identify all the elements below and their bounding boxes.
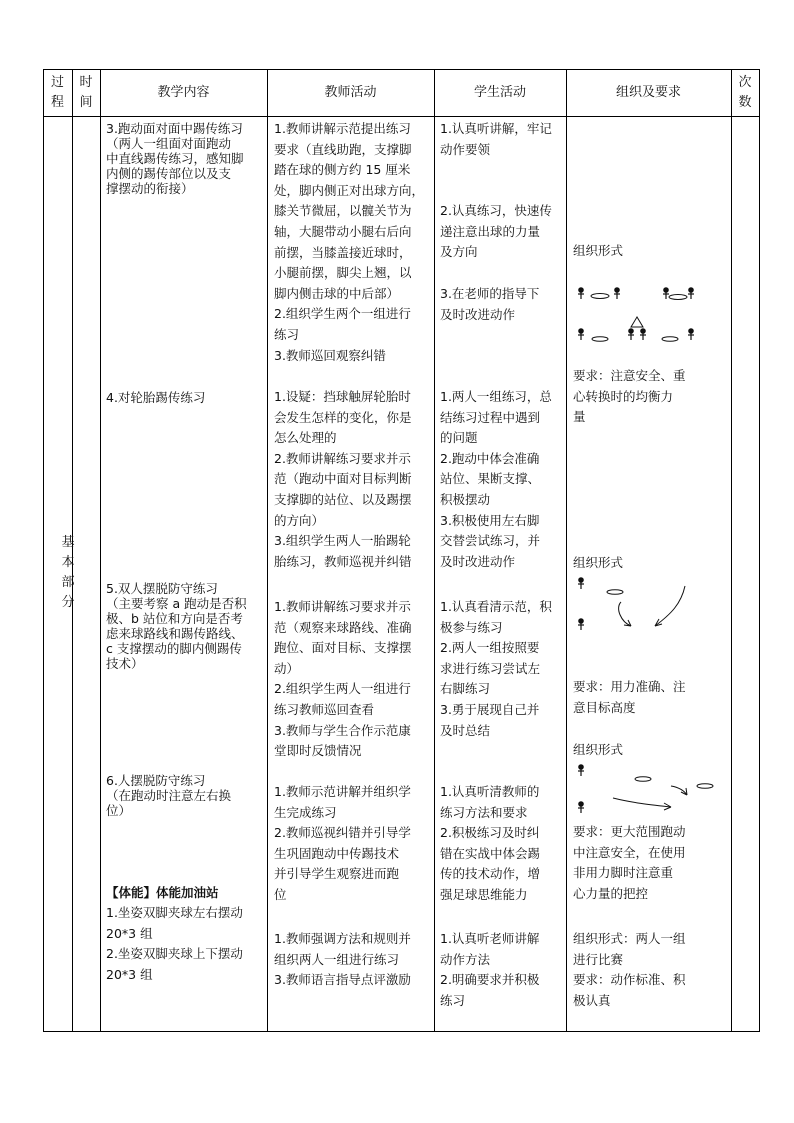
tire-icon <box>607 590 623 595</box>
tire-icon <box>591 294 609 299</box>
header-time: 时 间 <box>79 74 93 110</box>
teacher-activity-1: 1.教师讲解示范提出练习 要求（直线助跑，支撑脚 踏在球的侧方约 15 厘米 处，脚内侧正对出球方向， 膝关节微屈，以髋关节为 轴，大腿带动小腿右后向 前摆，当膝盖接近球时， 小腿前摆，脚尖上翘，以 脚内侧击球的中后部） 2.组织学生两个一组进行 练习 3.教师巡回观察纠错 <box>274 121 425 363</box>
header-student: 学生活动 <box>473 84 526 100</box>
student-activity-2: 2.认真练习，快速传 递注意出球的力量 及方向 <box>440 203 552 260</box>
lesson-table <box>43 69 760 1032</box>
person-icon <box>663 288 669 299</box>
student-activity-1: 1.认真听讲解，牢记 动作要领 <box>440 121 552 157</box>
person-icon <box>688 329 694 340</box>
content-item-4: 4.对轮胎踢传练习 <box>106 390 206 405</box>
content-item-3: 3.跑动面对面中踢传练习 （两人一组面对面跑动 中直线踢传练习，感知脚 内侧的踢传部位以及支 撑摆动的衔接） <box>106 121 244 196</box>
person-icon <box>578 765 584 776</box>
section-label: 基 本 部 分 <box>61 535 75 610</box>
person-icon <box>578 619 584 630</box>
org-form-1: 组织形式 <box>573 243 624 258</box>
fitness-title: 【体能】体能加油站 <box>106 885 219 900</box>
student-activity-3: 3.在老师的指导下 及时改进动作 <box>440 286 540 322</box>
person-icon <box>640 329 646 340</box>
person-icon <box>628 329 634 340</box>
tire-icon <box>669 295 687 300</box>
tire-icon <box>635 777 651 782</box>
org-form-2: 组织形式 <box>573 555 624 570</box>
teacher-activity-5: 1.教师强调方法和规则并 组织两人一组进行练习 3.教师语言指导点评激励 <box>274 931 411 988</box>
formation-diagram-3 <box>573 761 723 816</box>
teacher-activity-3: 1.教师讲解练习要求并示 范（观察来球路线、准确 跑位、面对目标、支撑摆 动） 2.组织学生两人一组进行 练习教师巡回查看 3.教师与学生合作示范康 堂即时反馈情况 <box>274 599 412 759</box>
org-req-4: 组织形式：两人一组 进行比赛 要求：动作标准、积 极认真 <box>573 931 686 1008</box>
arrow-icon <box>619 586 685 626</box>
header-teacher: 教师活动 <box>324 84 377 100</box>
student-activity-4: 1.两人一组练习，总 结练习过程中遇到 的问题 2.跑动中体会准确 站位、果断支撑、 积极摆动 3.积极使用左右脚 交替尝试练习，并 及时改进动作 <box>440 389 552 569</box>
teacher-activity-2: 1.设疑：挡球触屏轮胎时 会发生怎样的变化，你是 怎么处理的 2.教师讲解练习要求并示 范（跑动中面对目标判断 支撑脚的站位、以及踢摆 的方向） 3.组织学生两人一胎踢轮 胎练习，教师巡视并纠错 <box>274 389 412 569</box>
content-item-5: 5.双人摆脱防守练习 （主要考察 a 跑动是否积 极、b 站位和方向是否考 虑来球路线和踢传路线、 c 支撑摆动的脚内侧踢传 技术） <box>106 581 247 671</box>
student-activity-5: 1.认真看清示范，积 极参与练习 2.两人一组按照要 求进行练习尝试左 右脚练习 3.勇于展现自己并 及时总结 <box>440 599 552 738</box>
formation-diagram-2 <box>573 574 703 634</box>
person-icon <box>578 578 584 589</box>
teacher-activity-4: 1.教师示范讲解并组织学 生完成练习 2.教师巡视纠错并引导学 生巩固跑动中传踢技术 并引导学生观察进而跑 位 <box>274 784 411 902</box>
org-form-3: 组织形式 <box>573 742 624 757</box>
person-icon <box>614 288 620 299</box>
student-activity-7: 1.认真听老师讲解 动作方法 2.明确要求并积极 练习 <box>440 931 540 1008</box>
header-times: 次 数 <box>738 74 752 110</box>
person-icon <box>578 329 584 340</box>
header-process: 过 程 <box>50 74 64 110</box>
fitness-items: 1.坐姿双脚夹球左右摆动 20*3 组 2.坐姿双脚夹球上下摆动 20*3 组 <box>106 905 243 982</box>
tire-icon <box>662 337 678 342</box>
org-req-3: 要求：更大范围跑动 中注意安全，在使用 非用力脚时注意重 心力量的把控 <box>573 824 686 901</box>
org-req-2: 要求：用力准确、注 意目标高度 <box>573 679 686 715</box>
person-icon <box>578 288 584 299</box>
tire-icon <box>592 337 608 342</box>
arrow-icon <box>613 786 687 810</box>
formation-diagram-1 <box>573 280 703 350</box>
person-icon <box>578 802 584 813</box>
tire-icon <box>697 784 713 789</box>
header-org: 组织及要求 <box>615 84 681 100</box>
person-icon <box>688 288 694 299</box>
content-item-6: 6.人摆脱防守练习 （在跑动时注意左右换 位） <box>106 773 232 818</box>
header-content: 教学内容 <box>157 84 210 100</box>
student-activity-6: 1.认真听清教师的 练习方法和要求 2.积极练习及时纠 错在实战中体会踢 传的技术动作，增 强足球思维能力 <box>440 784 541 902</box>
cone-triangle-icon <box>631 317 643 327</box>
org-req-1: 要求：注意安全、重 心转换时的均衡力 量 <box>573 368 686 425</box>
